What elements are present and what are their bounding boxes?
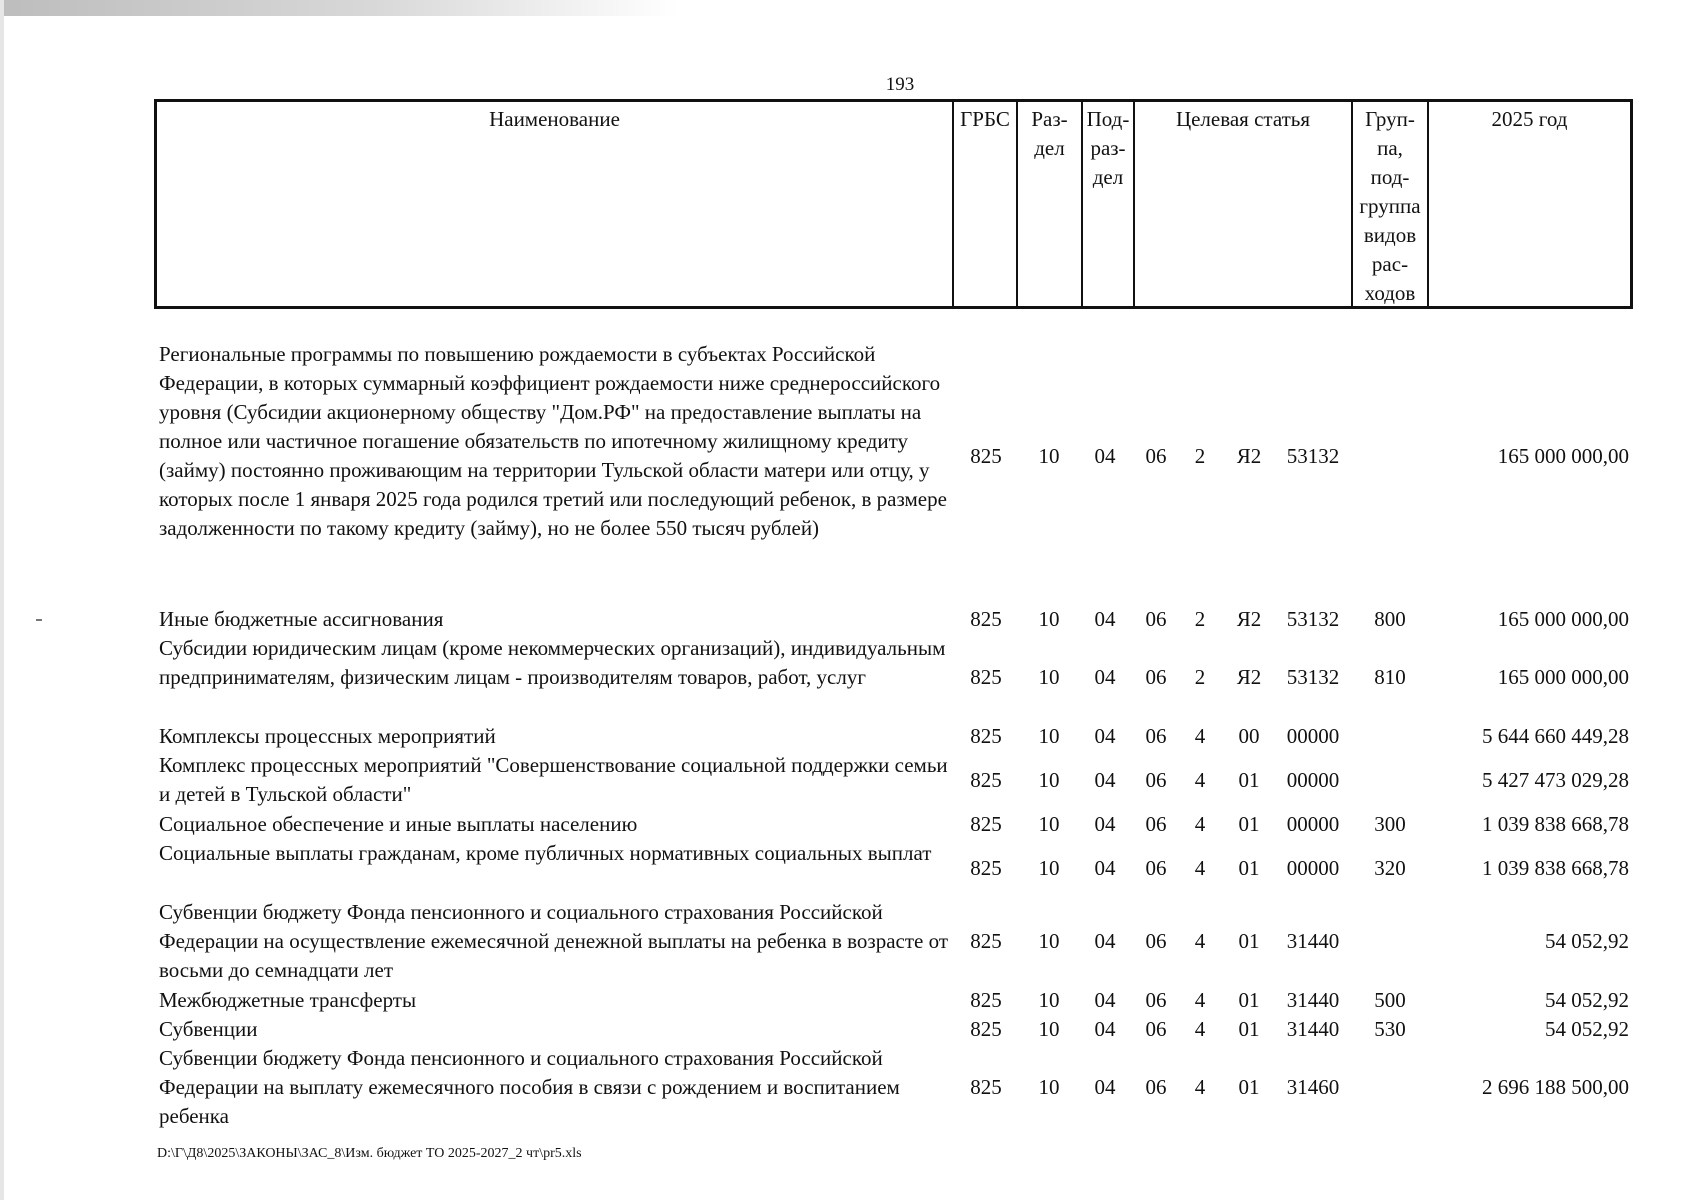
row-grbs: 825 [970,768,1002,792]
row-group: 300 [1374,812,1406,836]
page-number: 193 [885,74,915,95]
row-amount: 1 039 838 668,78 [1482,812,1629,836]
header-podrazdel: Под- раз- дел [1083,102,1135,306]
row-target-1: 06 [1145,1075,1167,1099]
row-target-1: 06 [1145,665,1167,689]
row-target-2: 4 [1194,1017,1206,1041]
row-name: Межбюджетные трансферты [159,988,417,1012]
row-podrazdel: 04 [1094,856,1116,880]
table-header [154,99,1633,309]
row-target-4: 00000 [1286,812,1340,836]
row-amount: 54 052,92 [1545,1017,1629,1041]
row-razdel: 10 [1038,607,1060,631]
row-razdel: 10 [1038,665,1060,689]
row-name: Иные бюджетные ассигнования [159,607,444,631]
row-amount: 165 000 000,00 [1497,444,1629,468]
row-name: Комплексы процессных мероприятий [159,724,496,748]
row-amount: 165 000 000,00 [1497,665,1629,689]
row-target-3: 01 [1238,1017,1260,1041]
row-razdel: 10 [1038,444,1060,468]
scan-mark [36,619,42,621]
row-target-4: 53132 [1286,607,1340,631]
row-target-2: 4 [1194,988,1206,1012]
file-path-footer: D:\Г\Д8\2025\ЗАКОНЫ\ЗАС_8\Изм. бюджет ТО 2025-2027_2 чт\pr5.xls [157,1146,582,1161]
row-target-3: Я2 [1236,607,1262,631]
row-grbs: 825 [970,665,1002,689]
row-target-3: 01 [1238,988,1260,1012]
row-name: Региональные программы по повышению рождаемости в субъектах Российской Федерации, в которых суммарный коэффициент рождаемости ниже среднероссийского уровня (Субсидии акционерному обществу "Дом.РФ" на предоставление выплаты на полное или частичное погашение обязательств по ипотечному жилищному кредиту (займу) постоянно проживающим на территории Тульской области матери или отцу, у которых после 1 января 2025 года родился третий или последующий ребенок, в размере задолженности по такому кредиту (займу), но не более 550 тысяч рублей) [159,342,947,540]
row-target-1: 06 [1145,724,1167,748]
row-podrazdel: 04 [1094,988,1116,1012]
row-amount: 2 696 188 500,00 [1482,1075,1629,1099]
row-target-4: 31460 [1286,1075,1340,1099]
row-razdel: 10 [1038,856,1060,880]
row-grbs: 825 [970,607,1002,631]
row-group: 810 [1374,665,1406,689]
row-target-3: 00 [1238,724,1260,748]
row-group: 530 [1374,1017,1406,1041]
header-grbs: ГРБС [954,102,1018,306]
row-grbs: 825 [970,724,1002,748]
scan-left-edge [0,0,4,1200]
row-target-3: Я2 [1236,665,1262,689]
row-grbs: 825 [970,856,1002,880]
row-razdel: 10 [1038,812,1060,836]
row-target-2: 4 [1194,724,1206,748]
row-target-4: 53132 [1286,665,1340,689]
row-target-3: 01 [1238,812,1260,836]
row-podrazdel: 04 [1094,665,1116,689]
row-grbs: 825 [970,812,1002,836]
row-group: 500 [1374,988,1406,1012]
header-group: Груп- па, под- группа видов рас- ходов [1353,102,1429,306]
row-target-4: 31440 [1286,988,1340,1012]
row-target-2: 4 [1194,1075,1206,1099]
row-razdel: 10 [1038,1017,1060,1041]
row-target-4: 53132 [1286,444,1340,468]
row-podrazdel: 04 [1094,929,1116,953]
row-target-4: 00000 [1286,768,1340,792]
row-name: Субсидии юридическим лицам (кроме некоммерческих организаций), индивидуальным предпринимателям, физическим лицам - производителям товаров, работ, услуг [159,636,946,689]
row-grbs: 825 [970,929,1002,953]
row-target-1: 06 [1145,768,1167,792]
row-podrazdel: 04 [1094,607,1116,631]
scan-edge [0,0,1696,16]
row-name: Субвенции [159,1017,258,1041]
row-target-1: 06 [1145,988,1167,1012]
row-grbs: 825 [970,1075,1002,1099]
row-name: Субвенции бюджету Фонда пенсионного и социального страхования Российской Федерации на выплату ежемесячного пособия в связи с рождением и воспитанием ребенка [159,1046,900,1128]
row-podrazdel: 04 [1094,768,1116,792]
row-target-2: 2 [1194,665,1206,689]
row-grbs: 825 [970,988,1002,1012]
row-razdel: 10 [1038,768,1060,792]
row-target-1: 06 [1145,607,1167,631]
row-name: Комплекс процессных мероприятий "Совершенствование социальной поддержки семьи и детей в Тульской области" [159,753,948,806]
row-razdel: 10 [1038,929,1060,953]
row-target-2: 4 [1194,812,1206,836]
row-podrazdel: 04 [1094,812,1116,836]
row-amount: 165 000 000,00 [1497,607,1629,631]
row-target-2: 4 [1194,856,1206,880]
row-target-1: 06 [1145,929,1167,953]
row-target-3: 01 [1238,1075,1260,1099]
row-target-4: 31440 [1286,1017,1340,1041]
row-target-4: 00000 [1286,856,1340,880]
row-target-4: 31440 [1286,929,1340,953]
row-group: 800 [1374,607,1406,631]
row-razdel: 10 [1038,1075,1060,1099]
row-amount: 54 052,92 [1545,929,1629,953]
row-podrazdel: 04 [1094,724,1116,748]
row-target-2: 4 [1194,929,1206,953]
row-razdel: 10 [1038,988,1060,1012]
row-name: Субвенции бюджету Фонда пенсионного и социального страхования Российской Федерации на осуществление ежемесячной денежной выплаты на ребенка в возрасте от восьми до семнадцати лет [159,900,949,982]
row-target-3: 01 [1238,768,1260,792]
header-year: 2025 год [1491,107,1568,131]
row-target-3: 01 [1238,856,1260,880]
row-razdel: 10 [1038,724,1060,748]
row-grbs: 825 [970,444,1002,468]
row-target-1: 06 [1145,812,1167,836]
row-podrazdel: 04 [1094,444,1116,468]
row-target-3: 01 [1238,929,1260,953]
row-target-1: 06 [1145,444,1167,468]
row-target-3: Я2 [1236,444,1262,468]
row-podrazdel: 04 [1094,1017,1116,1041]
row-name: Социальные выплаты гражданам, кроме публичных нормативных социальных выплат [159,841,932,865]
row-target-4: 00000 [1286,724,1340,748]
row-target-1: 06 [1145,1017,1167,1041]
row-target-2: 4 [1194,768,1206,792]
row-amount: 54 052,92 [1545,988,1629,1012]
row-target-2: 2 [1194,607,1206,631]
row-amount: 1 039 838 668,78 [1482,856,1629,880]
row-podrazdel: 04 [1094,1075,1116,1099]
header-razdel: Раз- дел [1018,102,1083,306]
row-grbs: 825 [970,1017,1002,1041]
row-target-1: 06 [1145,856,1167,880]
row-group: 320 [1374,856,1406,880]
row-amount: 5 427 473 029,28 [1482,768,1629,792]
row-target-2: 2 [1194,444,1206,468]
header-target: Целевая статья [1135,102,1353,306]
header-name: Наименование [157,102,954,306]
row-name: Социальное обеспечение и иные выплаты населению [159,812,638,836]
row-amount: 5 644 660 449,28 [1482,724,1629,748]
